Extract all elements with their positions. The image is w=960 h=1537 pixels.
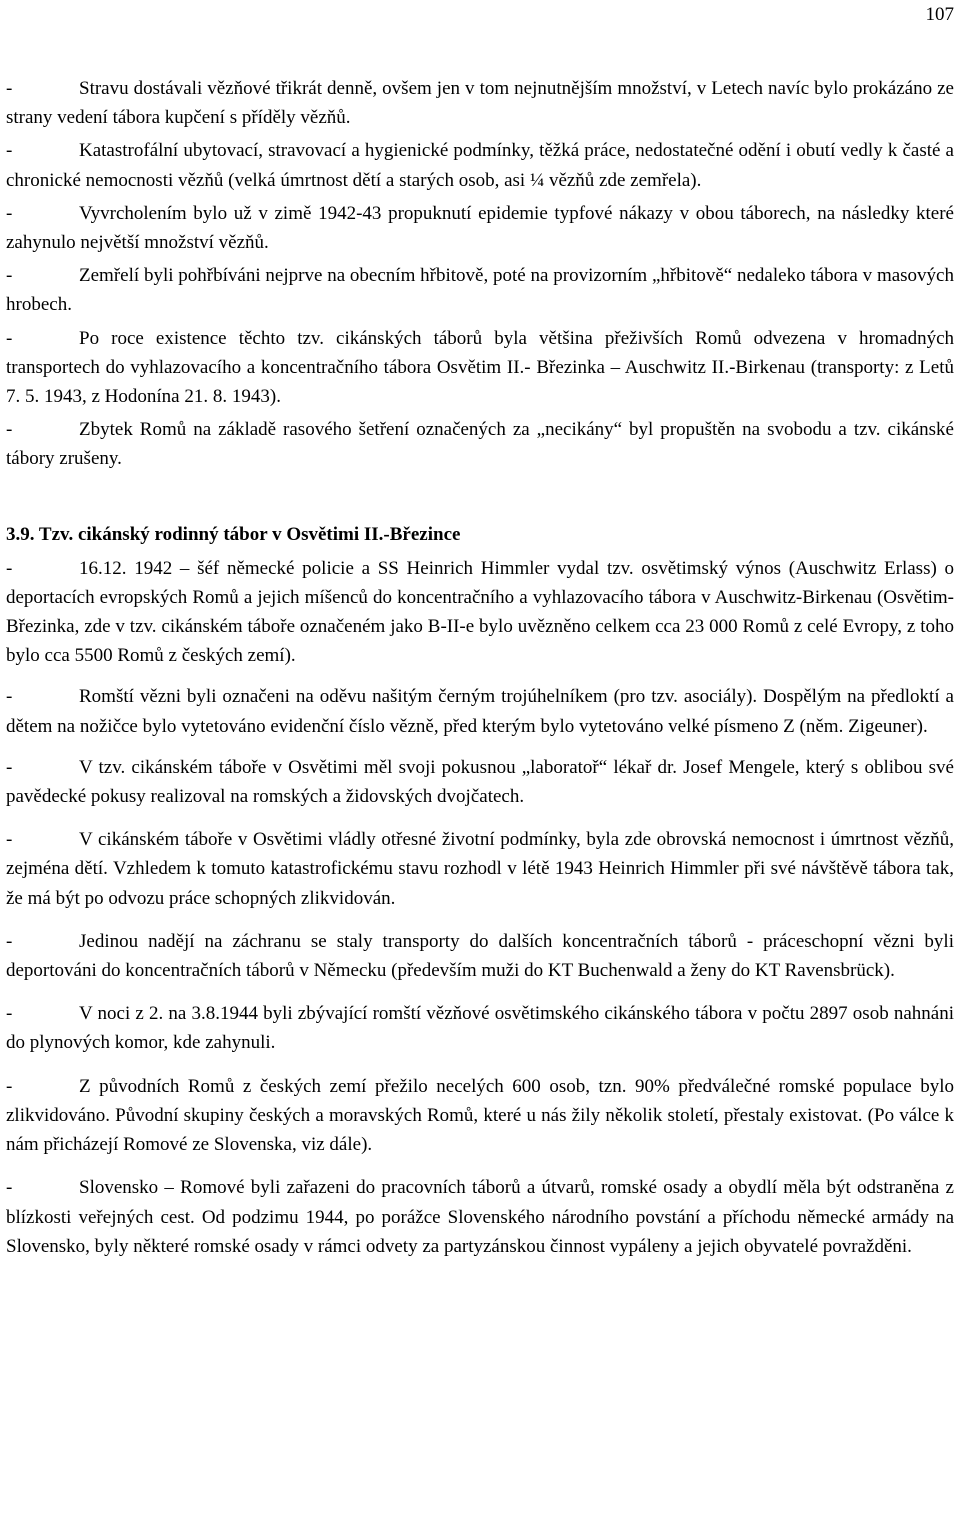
paragraph-text: 16.12. 1942 – šéf německé policie a SS Heinrich Himmler vydal tzv. osvětimský výnos (Auschwitz Erlass) o deportacích evropských Romů a jejich míšenců do koncentračního a vyhlazovacího tábora v Auschwitz-Birkenau (Osvětim-Březinka, zde v tzv. cikánském táboře označeném jako B-II-e bylo uvězněno celkem cca 23 000 Romů z celé Evropy, z toho bylo cca 5500 Romů z českých zemí).	[6, 557, 954, 667]
paragraph-text: Z původních Romů z českých zemí přežilo necelých 600 osob, tzn. 90% předválečné romské populace bylo zlikvidováno. Původní skupiny českých a moravských Romů, které u nás žily několik století, přestaly existovat. (Po válce k nám přicházejí Romové ze Slovenska, viz dále).	[6, 1075, 954, 1156]
document-body	[6, 74, 954, 1265]
bullet-dash: -	[6, 419, 13, 441]
bullet-dash: -	[6, 1177, 13, 1199]
paragraph-text: Stravu dostávali vězňové třikrát denně, ovšem jen v tom nejnutnějším množství, v Letech navíc bylo prokázáno ze strany vedení tábora kupčení s příděly vězňů.	[6, 78, 954, 129]
bullet-dash: -	[6, 140, 13, 162]
paragraph-burials	[6, 261, 954, 319]
paragraph-release	[6, 415, 954, 473]
bullet-dash: -	[6, 202, 13, 224]
spacer	[6, 478, 954, 520]
paragraph-deportations	[6, 927, 954, 985]
bullet-dash: -	[6, 557, 13, 579]
paragraph-food	[6, 74, 954, 132]
bullet-dash: -	[6, 1003, 13, 1025]
bullet-dash: -	[6, 930, 13, 952]
paragraph-slovakia	[6, 1173, 954, 1261]
paragraph-marking	[6, 682, 954, 740]
bullet-dash: -	[6, 686, 13, 708]
bullet-dash: -	[6, 327, 13, 349]
paragraph-text: V tzv. cikánském táboře v Osvětimi měl svoji pokusnou „laboratoř“ lékař dr. Josef Mengele, který s oblibou své pavědecké pokusy realizoval na romských a židovských dvojčatech.	[6, 756, 954, 808]
bullet-dash: -	[6, 265, 13, 287]
paragraph-text: V noci z 2. na 3.8.1944 byli zbývající romští vězňové osvětimského cikánského tábora v počtu 2897 osob nahnáni do plynových komor, kde zahynuli.	[6, 1003, 954, 1054]
paragraph-text: Katastrofální ubytovací, stravovací a hygienické podmínky, těžká práce, nedostatečné odění i obutí vedly k časté a chronické nemocnosti vězňů (velká úmrtnost dětí a starých osob, asi ¼ vězňů zde zemřela).	[6, 140, 954, 191]
paragraph-survivors	[6, 1072, 954, 1160]
paragraph-text: Po roce existence těchto tzv. cikánských táborů byla většina přeživších Romů odvezena v hromadných transportech do vyhlazovacího a koncentračního tábora Osvětim II.- Březinka – Auschwitz II.-Birkenau (transporty: z Letů 7. 5. 1943, z Hodonína 21. 8. 1943).	[6, 327, 954, 408]
paragraph-transports	[6, 324, 954, 412]
paragraph-text: Slovensko – Romové byli zařazeni do pracovních táborů a útvarů, romské osady a obydlí měla být odstraněna z blízkosti veřejných cest. Od podzimu 1944, po porážce Slovenského národního povstání a příchodu německé armády na Slovensko, byly některé romské osady v rámci odvety za partyzánskou činnost vypáleny a jejich obyvatelé povražděni.	[6, 1177, 954, 1257]
paragraph-mengele	[6, 753, 954, 811]
page-number: 107	[925, 4, 954, 25]
paragraph-text: Jedinou nadějí na záchranu se staly transporty do dalších koncentračních táborů - práceschopní vězni byli deportováni do koncentračních táborů v Německu (především muži do KT Buchenwald a ženy do KT Ravensbrück).	[6, 930, 954, 982]
paragraph-text: V cikánském táboře v Osvětimi vládly otřesné životní podmínky, byla zde obrovská nemocnost i úmrtnost vězňů, zejména dětí. Vzhledem k tomuto katastrofickému stavu rozhodl v létě 1943 Heinrich Himmler při své návštěvě tábora tak, že má být po odvozu práce schopných zlikvidován.	[6, 829, 954, 909]
paragraph-gas-chambers	[6, 999, 954, 1057]
bullet-dash: -	[6, 78, 13, 99]
bullet-dash: -	[6, 756, 13, 778]
paragraph-conditions	[6, 136, 954, 194]
paragraph-text: Zbytek Romů na základě rasového šetření označených za „necikány“ byl propuštěn na svobodu a tzv. cikánské tábory zrušeny.	[6, 419, 954, 470]
bullet-dash: -	[6, 1075, 13, 1097]
paragraph-text: Romští vězni byli označeni na oděvu našitým černým trojúhelníkem (pro tzv. asociály). Dospělým na předloktí a dětem na nožičce bylo vytetováno evidenční číslo vězně, před kterým bylo vytetováno velké písmeno Z (něm. Zigeuner).	[6, 686, 954, 737]
bullet-dash: -	[6, 829, 13, 851]
paragraph-decree	[6, 554, 954, 671]
paragraph-text: Vyvrcholením bylo už v zimě 1942-43 propuknutí epidemie typfové nákazy v obou táborech, na následky které zahynulo největší množství vězňů.	[6, 202, 954, 254]
paragraph-liquidation	[6, 825, 954, 913]
paragraph-text: Zemřelí byli pohřbíváni nejprve na obecním hřbitově, poté na provizorním „hřbitově“ nedaleko tábora v masových hrobech.	[6, 265, 954, 316]
paragraph-epidemic	[6, 199, 954, 257]
section-heading: 3.9. Tzv. cikánský rodinný tábor v Osvětimi II.-Březince	[6, 523, 461, 545]
